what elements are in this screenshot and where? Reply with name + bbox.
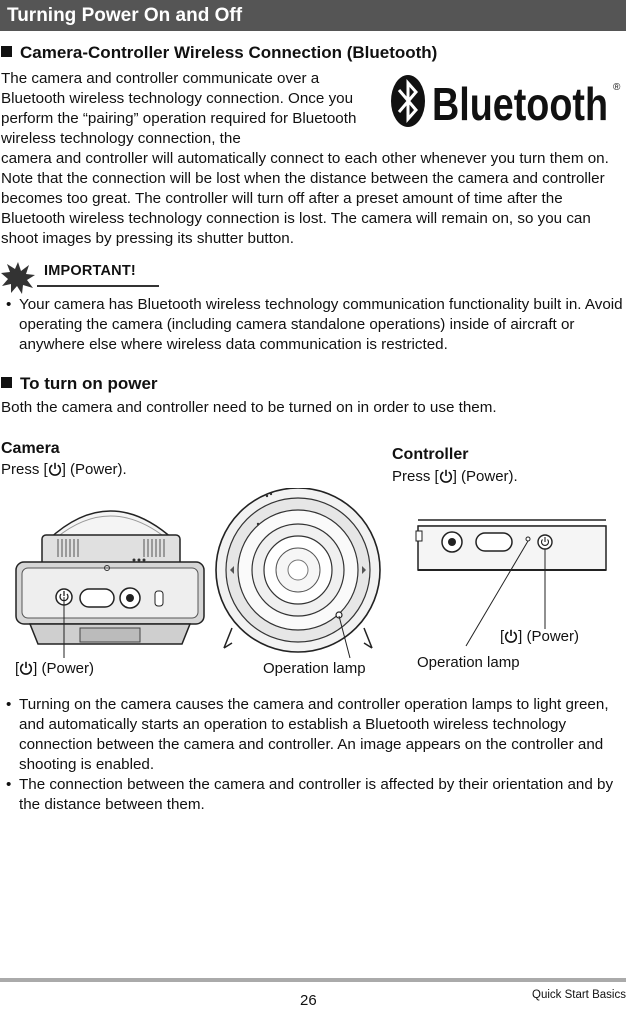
footer-section-name: Quick Start Basics xyxy=(532,989,626,1001)
power-paragraph: Both the camera and controller need to be turned on in order to use them. xyxy=(1,399,497,416)
section-heading-power xyxy=(1,374,158,394)
camera-side-illustration xyxy=(10,490,210,665)
controller-press-instruction: Press [ ] (Power). xyxy=(392,468,518,485)
page-title-bar xyxy=(0,0,626,31)
bluetooth-logo-svg xyxy=(388,73,624,129)
camera-front-illustration xyxy=(212,488,388,665)
controller-heading: Controller xyxy=(392,446,469,463)
important-label: IMPORTANT! xyxy=(44,263,136,279)
important-starburst-icon xyxy=(1,262,35,294)
camera-heading: Camera xyxy=(1,440,60,457)
square-bullet-icon xyxy=(1,377,12,388)
controller-lamp-callout: Operation lamp xyxy=(417,654,520,671)
note-item: • Turning on the camera causes the camera and controller operation lamps to light green, and automatically starts an operation to establish a Bluetooth wireless technology connection between the camera and controller. An image appears on the controller and shooting is enabled. xyxy=(1,695,623,775)
camera-press-instruction: Press [ ] (Power). xyxy=(1,461,127,478)
power-icon xyxy=(19,661,33,675)
important-item: • Your camera has Bluetooth wireless technology communication functionality built in. Avoid operating the camera (including camera standalone operations) inside of aircraft or anywhere else where wireless data communication is restricted. xyxy=(1,295,623,355)
important-underline xyxy=(37,285,159,287)
section-heading-text: Camera-Controller Wireless Connection (Bluetooth) xyxy=(20,43,438,62)
notes-list xyxy=(1,695,623,815)
bluetooth-wordmark: Bluetooth xyxy=(432,78,608,129)
registered-mark: ® xyxy=(613,82,621,93)
section-heading-bluetooth xyxy=(1,43,437,63)
power-icon xyxy=(48,462,62,476)
power-icon xyxy=(504,629,518,643)
page-title: Turning Power On and Off xyxy=(7,5,243,26)
section-heading-text: To turn on power xyxy=(20,374,158,393)
bluetooth-logo xyxy=(388,73,624,129)
footer-divider xyxy=(0,978,626,982)
intro-paragraph-part2: camera and controller will automatically connect to each other whenever you turn them on. Note that the connection will be lost when the distance between the camera and controller becomes too great. The controller will turn off after a preset amount of time after the Bluetooth wireless technology connection is lost. The camera will remain on, so you can shoot images by pressing its shutter button. xyxy=(1,150,609,247)
square-bullet-icon xyxy=(1,46,12,57)
camera-lamp-callout: Operation lamp xyxy=(263,660,366,677)
note-item: • The connection between the camera and controller is affected by their orientation and by the distance between them. xyxy=(1,775,623,815)
controller-power-callout: [ ] (Power) xyxy=(500,628,580,645)
important-list xyxy=(1,295,623,355)
intro-paragraph-part1: The camera and controller communicate over a Bluetooth wireless technology connection. Once you perform the “pairing” operation required for Bluetooth wireless technology connection, the xyxy=(1,70,357,147)
camera-power-callout: [ ] (Power) xyxy=(15,660,95,677)
page-number: 26 xyxy=(300,992,317,1009)
power-icon xyxy=(439,469,453,483)
